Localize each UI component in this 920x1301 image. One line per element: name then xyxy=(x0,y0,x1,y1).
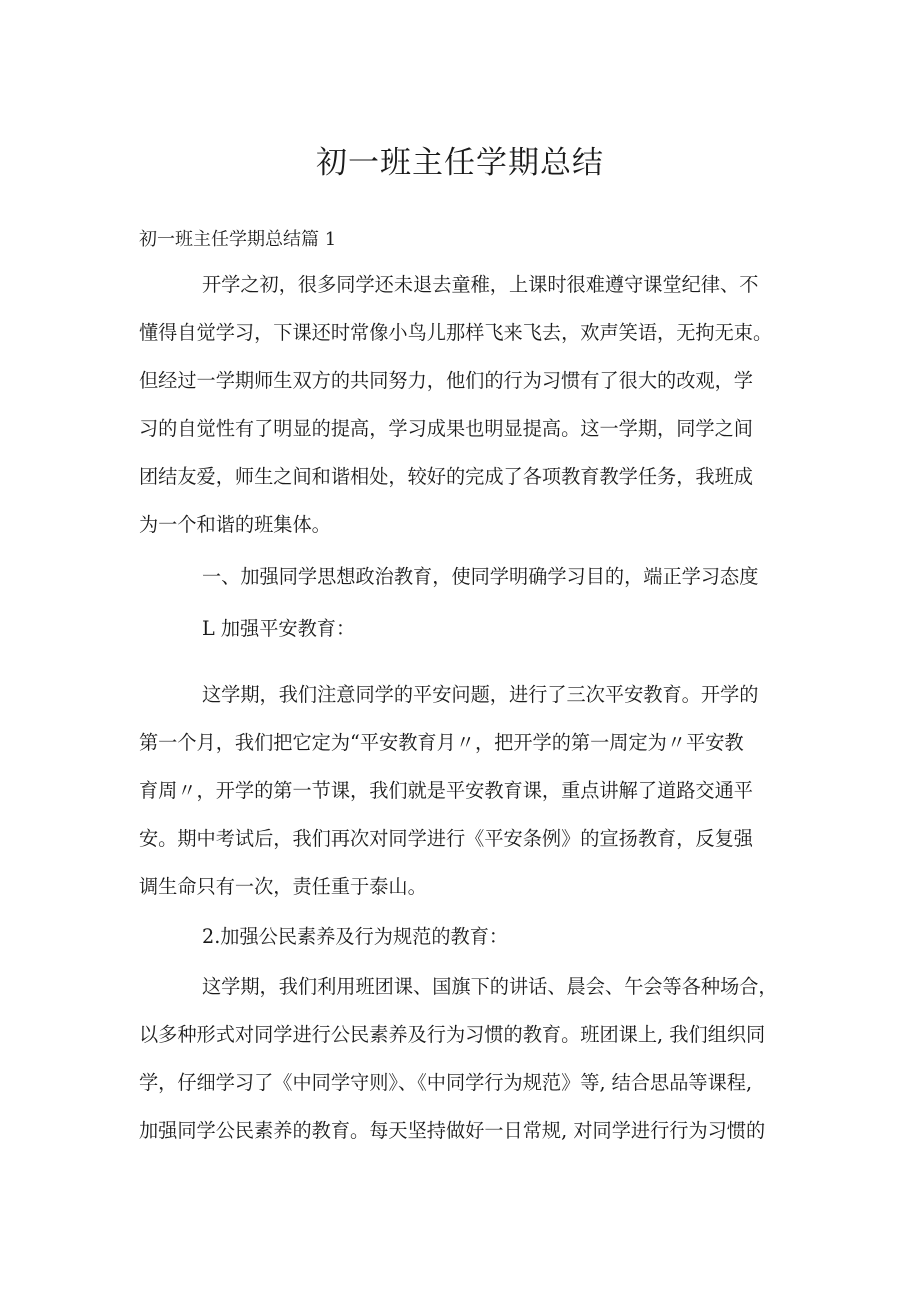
paragraph-line: 团结友爱，师生之间和谐相处，较好的完成了各项教育教学任务，我班成 xyxy=(139,465,753,488)
subsection-heading: L 加强平安教育： xyxy=(202,617,356,640)
paragraph-line: 但经过一学期师生双方的共同努力，他们的行为习惯有了很大的改观，学 xyxy=(139,369,753,392)
paragraph-line: 调生命只有一次，责任重于泰山。 xyxy=(139,875,427,898)
document-title: 初一班主任学期总结 xyxy=(316,145,604,181)
paragraph-line: 为一个和谐的班集体。 xyxy=(139,513,331,536)
paragraph-line: 开学之初，很多同学还未退去童稚，上课时很难遵守课堂纪律、不 xyxy=(202,273,759,296)
paragraph-line: 以多种形式对同学进行公民素养及行为习惯的教育。班团课上, 我们组织同 xyxy=(139,1023,766,1046)
paragraph-line: 加强同学公民素养的教育。每天坚持做好一日常规, 对同学进行行为习惯的 xyxy=(139,1119,766,1142)
paragraph-line: 育周〃，开学的第一节课，我们就是平安教育课，重点讲解了道路交通平 xyxy=(139,779,753,802)
section-heading: 初一班主任学期总结篇 1 xyxy=(139,229,337,250)
paragraph-line: 懂得自觉学习，下课还时常像小鸟儿那样飞来飞去，欢声笑语，无拘无束。 xyxy=(139,321,773,344)
paragraph-line: 习的自觉性有了明显的提高，学习成果也明显提高。这一学期，同学之间 xyxy=(139,417,753,440)
subsection-heading: 2.加强公民素养及行为规范的教育： xyxy=(202,925,509,948)
section-heading-line: 一、加强同学思想政治教育，使同学明确学习目的，端正学习态度 xyxy=(202,565,759,588)
paragraph-line: 安。期中考试后，我们再次对同学进行《平安条例》的宣扬教育，反复强 xyxy=(139,827,753,850)
paragraph-line: 这学期，我们利用班团课、国旗下的讲话、晨会、午会等各种场合， xyxy=(202,975,778,998)
paragraph-line: 第一个月，我们把它定为“平安教育月〃，把开学的第一周定为〃平安教 xyxy=(139,731,744,754)
paragraph-line: 这学期，我们注意同学的平安问题，进行了三次平安教育。开学的 xyxy=(202,683,759,706)
paragraph-line: 学，仔细学习了《中同学守则》、《中同学行为规范》等, 结合思品等课程, xyxy=(139,1071,753,1094)
